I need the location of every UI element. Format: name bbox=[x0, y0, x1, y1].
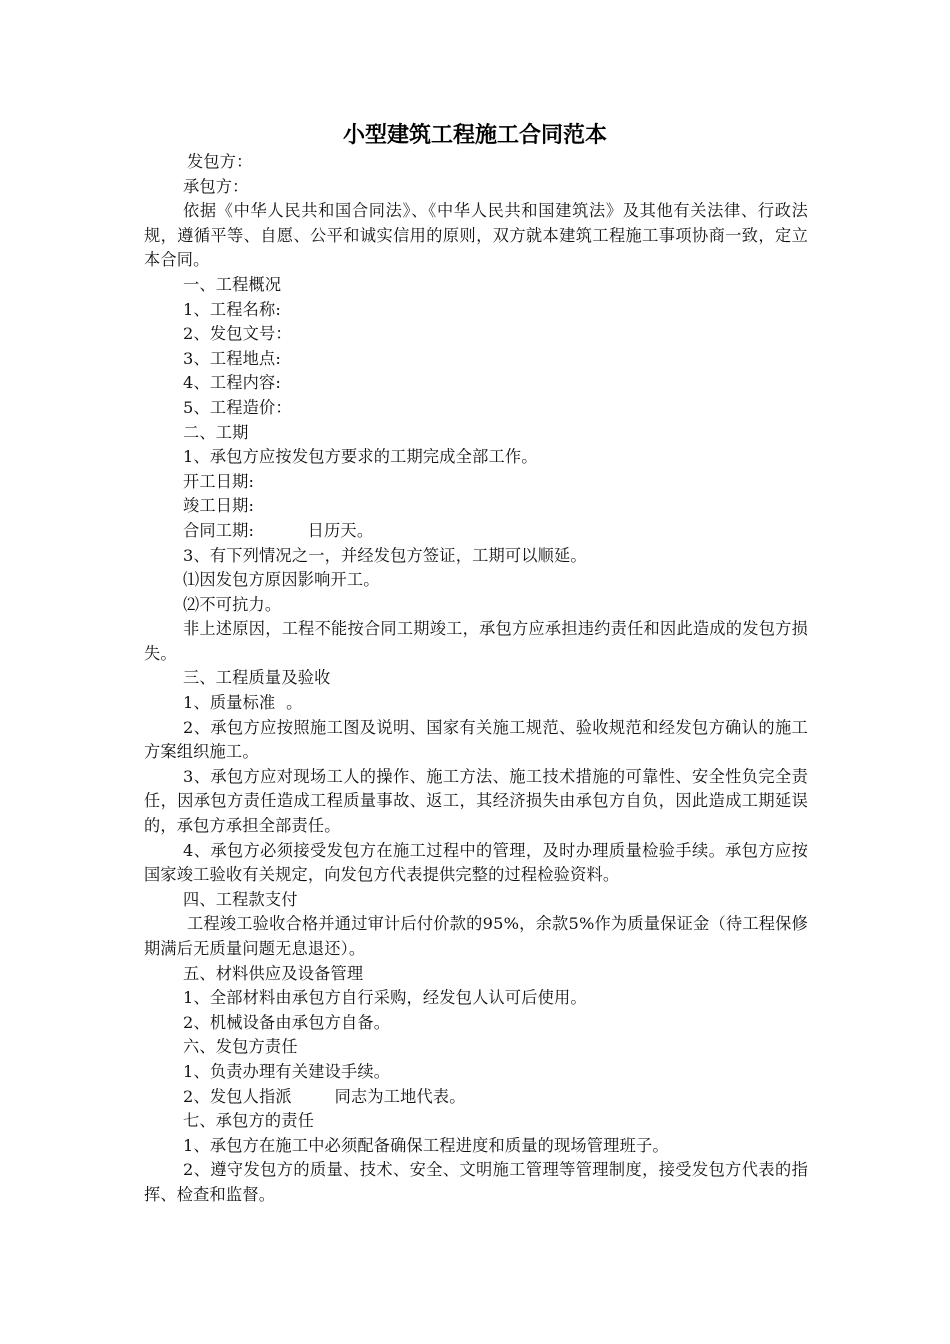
paragraph: 2、机械设备由承包方自备。 bbox=[183, 1012, 391, 1032]
paragraph: 1、质量标准 。 bbox=[183, 693, 303, 713]
paragraph: 3、有下列情况之一，并经发包方签证，工期可以顺延。 bbox=[183, 545, 587, 565]
paragraph-preamble: 依据《中华人民共和国合同法》、《中华人民共和国建筑法》及其他有关法律、行政法规，遵循平等、自愿、公平和诚实信用的原则，双方就本建筑工程施工事项协商一致，定立本合同。 bbox=[144, 201, 808, 270]
paragraph: 5、工程造价： bbox=[183, 397, 292, 417]
paragraph: 3、承包方应对现场工人的操作、施工方法、施工技术措施的可靠性、安全性负完全责任，因承包方责任造成工程质量事故、返工，其经济损失由承包方自负，因此造成工期延误的，承包方承担全部责任。 bbox=[144, 766, 808, 836]
section-heading: 六、发包方责任 bbox=[183, 1037, 298, 1057]
paragraph: ⑵不可抗力。 bbox=[183, 594, 282, 614]
paragraph-party-a: 发包方： bbox=[187, 152, 253, 171]
paragraph: 非上述原因，工程不能按合同工期竣工，承包方应承担违约责任和因此造成的发包方损失。 bbox=[144, 619, 808, 663]
document-title: 小型建筑工程施工合同范本 bbox=[342, 123, 607, 148]
paragraph: 开工日期: bbox=[183, 471, 255, 491]
paragraph: 2、发包文号： bbox=[183, 324, 292, 344]
section-heading: 三、工程质量及验收 bbox=[183, 668, 331, 688]
paragraph: 2、发包人指派 同志为工地代表。 bbox=[183, 1086, 466, 1106]
paragraph: 1、工程名称: bbox=[183, 299, 282, 319]
paragraph: 合同工期: 日历天。 bbox=[183, 520, 374, 540]
paragraph: 4、承包方必须接受发包方在施工过程中的管理，及时办理质量检验手续。承包方应按国家竣工验收有关规定，向发包方代表提供完整的过程检验资料。 bbox=[144, 840, 808, 885]
paragraph: 2、遵守发包方的质量、技术、安全、文明施工管理等管理制度，接受发包方代表的指挥、检查和监督。 bbox=[144, 1160, 808, 1204]
section-heading: 七、承包方的责任 bbox=[183, 1111, 315, 1131]
paragraph: ⑴因发包方原因影响开工。 bbox=[183, 570, 380, 590]
paragraph: 1、负责办理有关建设手续。 bbox=[183, 1061, 391, 1081]
section-heading: 五、材料供应及设备管理 bbox=[183, 963, 364, 983]
paragraph-party-b: 承包方： bbox=[183, 176, 249, 196]
paragraph-payment: 工程竣工验收合格并通过审计后付价款的95%，余款5%作为质量保证金（待工程保修期满后无质量问题无息退还）。 bbox=[144, 914, 808, 958]
paragraph: 竣工日期: bbox=[183, 496, 255, 516]
section-heading: 一、工程概况 bbox=[183, 274, 282, 294]
paragraph: 3、工程地点: bbox=[183, 348, 282, 368]
document-body bbox=[144, 150, 808, 1208]
paragraph: 1、承包方应按发包方要求的工期完成全部工作。 bbox=[183, 447, 538, 467]
paragraph: 1、全部材料由承包方自行采购，经发包人认可后使用。 bbox=[183, 988, 587, 1008]
section-heading: 四、工程款支付 bbox=[183, 889, 298, 909]
paragraph: 1、承包方在施工中必须配备确保工程进度和质量的现场管理班子。 bbox=[183, 1135, 669, 1155]
section-heading: 二、工期 bbox=[183, 422, 249, 442]
paragraph: 4、工程内容: bbox=[183, 373, 282, 393]
paragraph: 2、承包方应按照施工图及说明、国家有关施工规范、验收规范和经发包方确认的施工方案组织施工。 bbox=[144, 717, 808, 762]
